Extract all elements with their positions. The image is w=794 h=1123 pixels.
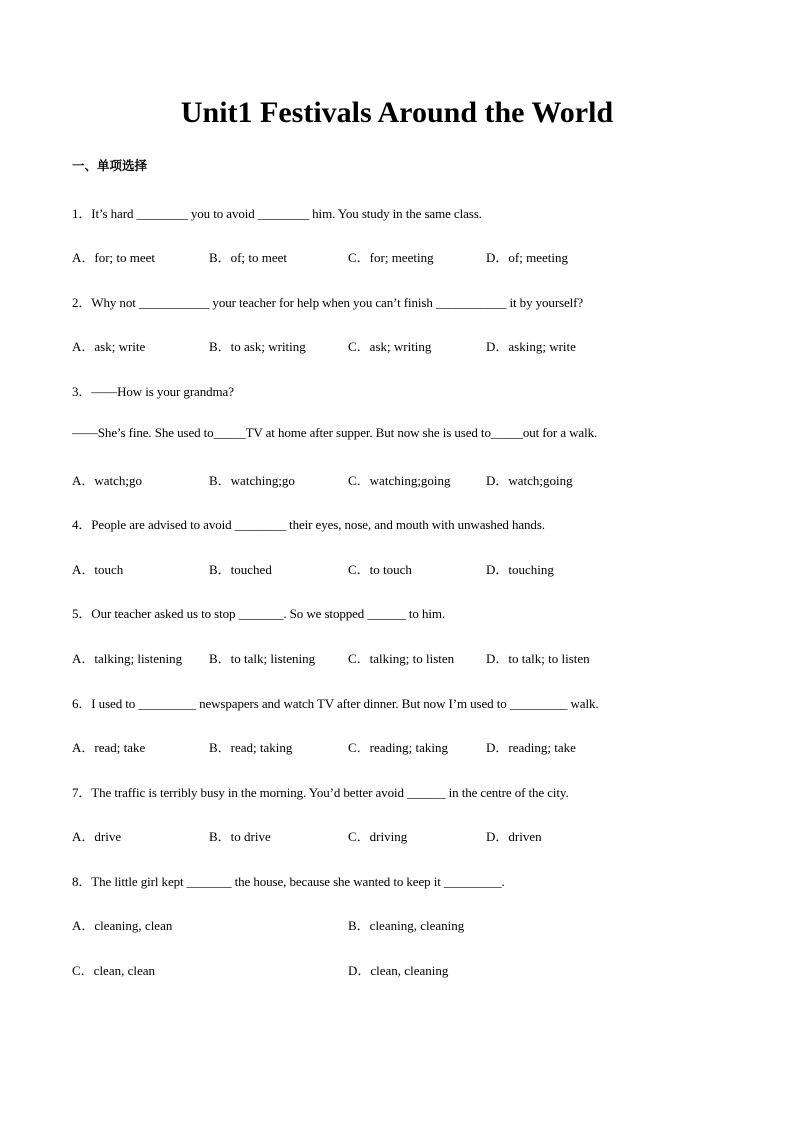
question-5-option-d: D．to talk; to listen (486, 651, 590, 666)
page-title: Unit1 Festivals Around the World (180, 96, 614, 129)
question-3-option-d: D．watch;going (486, 473, 573, 488)
question-5-stem: 5．Our teacher asked us to stop _______. So we stopped ______ to him. (72, 606, 446, 621)
question-5-option-b: B．to talk; listening (209, 651, 316, 666)
question-7-option-a: A．drive (72, 829, 122, 844)
question-7-option-d: D．driven (486, 829, 542, 844)
question-3-option-a: A．watch;go (72, 473, 143, 488)
question-8-option-a: A．cleaning, clean (72, 918, 173, 933)
question-4-stem: 4．People are advised to avoid ________ their eyes, nose, and mouth with unwashed hands. (72, 517, 545, 532)
question-6-option-c: C．reading; taking (348, 740, 449, 755)
question-7-option-b: B．to drive (209, 829, 271, 844)
question-1-stem: 1．It’s hard ________ you to avoid ________ him. You study in the same class. (72, 206, 482, 221)
question-3-stem-reply: ——She’s fine. She used to_____TV at home after supper. But now she is used to_____out for a walk. (72, 425, 598, 440)
question-3-stem: 3．——How is your grandma? (72, 384, 234, 399)
question-8-option-c: C．clean, clean (72, 963, 156, 978)
question-8-option-d: D．clean, cleaning (348, 963, 449, 978)
question-2-stem: 2．Why not ___________ your teacher for help when you can’t finish ___________ it by yourself? (72, 295, 584, 310)
question-4-option-a: A．touch (72, 562, 124, 577)
question-2-option-a: A．ask; write (72, 339, 146, 354)
question-1-option-c: C．for; meeting (348, 250, 434, 265)
question-1-option-d: D．of; meeting (486, 250, 568, 265)
question-4-option-d: D．touching (486, 562, 554, 577)
question-6-option-a: A．read; take (72, 740, 146, 755)
question-6-option-d: D．reading; take (486, 740, 576, 755)
question-4-option-c: C．to touch (348, 562, 412, 577)
question-4-option-b: B．touched (209, 562, 272, 577)
question-3-option-c: C．watching;going (348, 473, 451, 488)
question-2-option-d: D．asking; write (486, 339, 576, 354)
question-8-stem: 8．The little girl kept _______ the house, because she wanted to keep it _________. (72, 874, 505, 889)
question-7-stem: 7．The traffic is terribly busy in the morning. You’d better avoid ______ in the centre of the city. (72, 785, 569, 800)
question-5-option-a: A．talking; listening (72, 651, 183, 666)
question-6-stem: 6．I used to _________ newspapers and watch TV after dinner. But now I’m used to _________ walk. (72, 696, 599, 711)
question-3-option-b: B．watching;go (209, 473, 295, 488)
question-7-option-c: C．driving (348, 829, 408, 844)
question-1-option-a: A．for; to meet (72, 250, 156, 265)
question-6-option-b: B．read; taking (209, 740, 293, 755)
question-2-option-c: C．ask; writing (348, 339, 432, 354)
section-heading: 一、单项选择 (72, 158, 148, 173)
question-5-option-c: C．talking; to listen (348, 651, 455, 666)
question-8-option-b: B．cleaning, cleaning (348, 918, 465, 933)
question-1-option-b: B．of; to meet (209, 250, 287, 265)
question-2-option-b: B．to ask; writing (209, 339, 306, 354)
